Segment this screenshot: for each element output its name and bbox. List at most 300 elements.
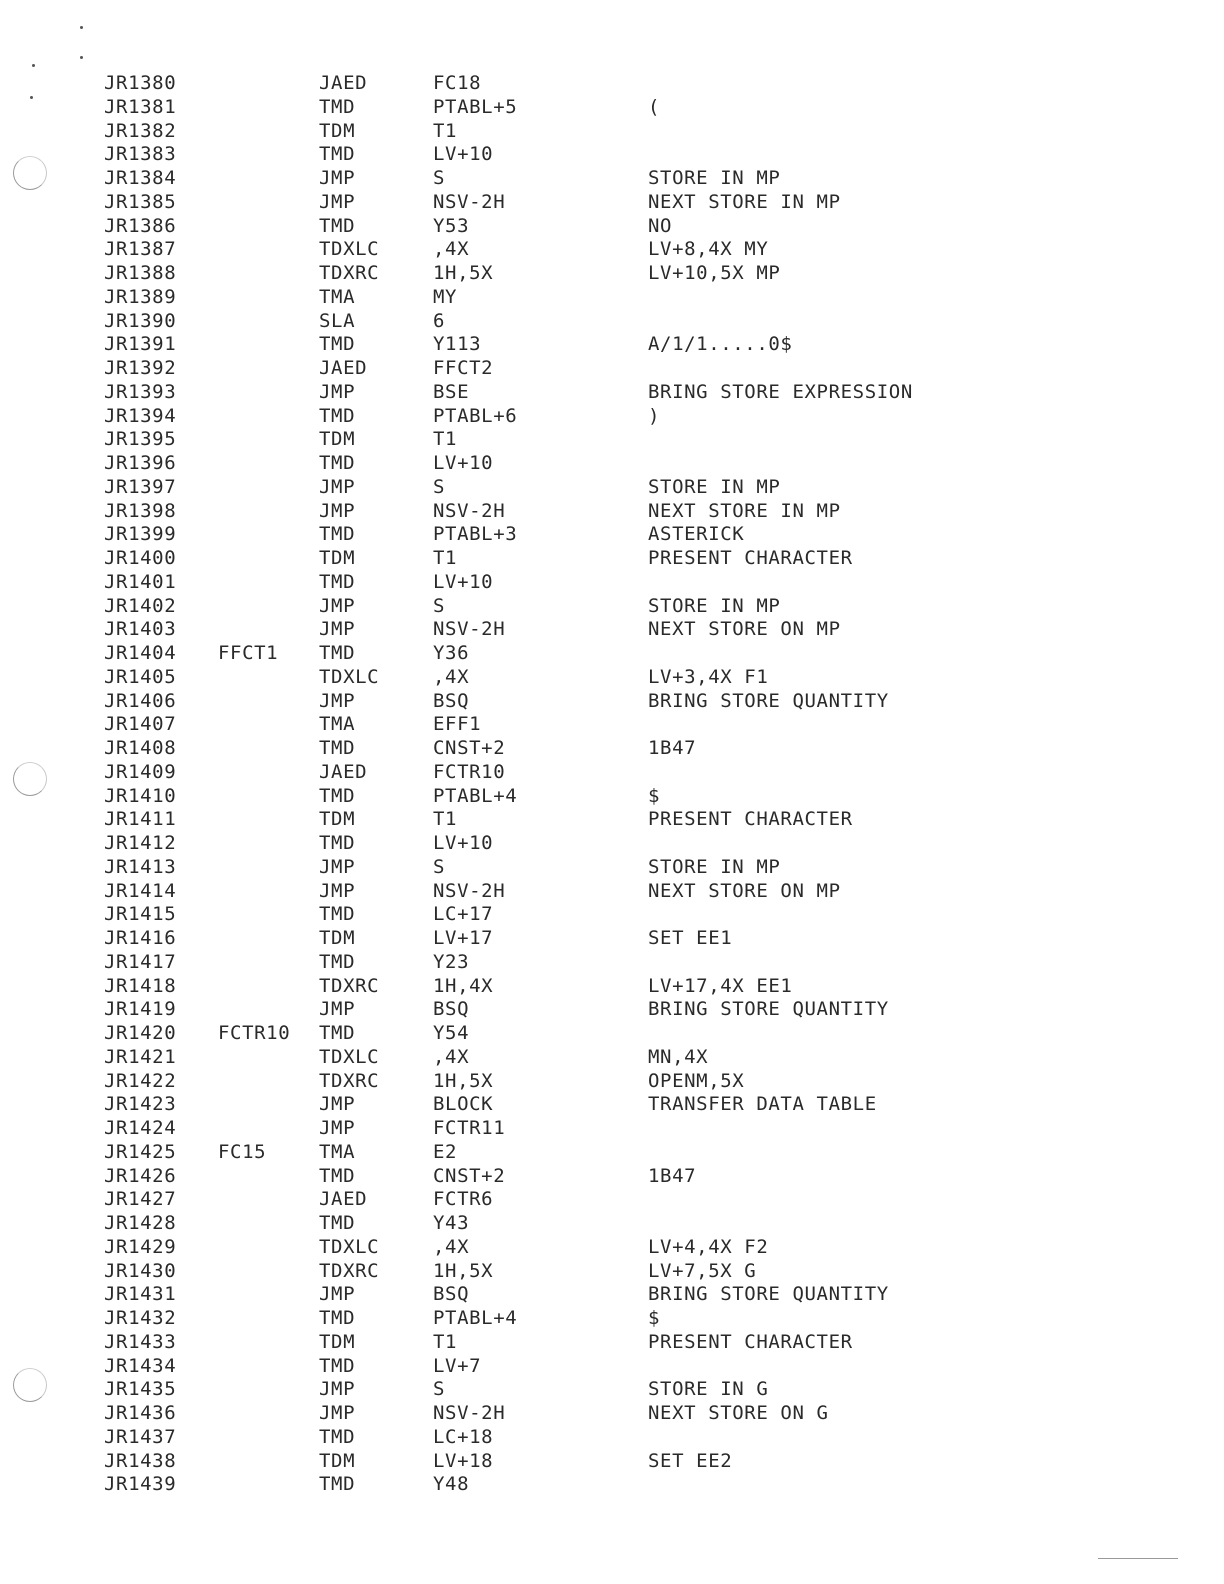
statement-label [218, 1402, 319, 1426]
opcode: TDM [319, 1449, 356, 1472]
sequence-number: JR1386 [104, 214, 177, 237]
listing-row [104, 310, 1184, 334]
bottom-rule [1098, 1558, 1178, 1559]
remark: 1B47 [648, 1164, 697, 1187]
listing-row [104, 1022, 1184, 1046]
statement-label [218, 500, 319, 524]
listing-row [104, 761, 1184, 785]
remark [648, 452, 1068, 476]
statement-label: FC15 [218, 1140, 267, 1163]
statement-label [218, 975, 319, 999]
opcode: TMA [319, 285, 356, 308]
opcode: TMA [319, 713, 356, 736]
remark: BRING STORE QUANTITY [648, 1283, 889, 1306]
opcode: TMD [319, 1212, 356, 1234]
remark: BRING STORE QUANTITY [648, 998, 889, 1021]
statement-label [218, 1165, 319, 1189]
sequence-number: JR1412 [104, 832, 177, 854]
remark [648, 286, 1068, 310]
listing-row [104, 238, 1184, 262]
opcode: SLA [319, 309, 356, 332]
sequence-number: JR1427 [104, 1188, 177, 1211]
operand: LV+10 [433, 143, 494, 166]
operand: ,4X [433, 238, 470, 261]
sequence-number: JR1401 [104, 570, 177, 593]
statement-label [218, 1331, 319, 1355]
listing-row [104, 951, 1184, 975]
remark [648, 1188, 1068, 1212]
statement-label [218, 808, 319, 832]
sequence-number: JR1396 [104, 452, 177, 474]
statement-label [218, 951, 319, 975]
listing-row [104, 1070, 1184, 1094]
opcode: TMA [319, 1140, 356, 1163]
remark [648, 1212, 1068, 1236]
operand: MY [433, 285, 458, 308]
opcode: TDXRC [319, 1259, 380, 1282]
listing-row [104, 642, 1184, 666]
opcode: TMD [319, 570, 356, 593]
operand: PTABL+4 [433, 784, 518, 807]
statement-label [218, 191, 319, 215]
sequence-number: JR1430 [104, 1259, 177, 1282]
remark [648, 951, 1068, 975]
operand: Y53 [433, 214, 470, 237]
remark: NEXT STORE ON G [648, 1402, 829, 1424]
operand: Y43 [433, 1212, 470, 1234]
remark: ( [648, 95, 661, 118]
remark: LV+4,4X F2 [648, 1235, 769, 1258]
listing-row [104, 1236, 1184, 1260]
opcode: TDM [319, 927, 356, 949]
statement-label [218, 286, 319, 310]
remark [648, 571, 1068, 595]
listing-row [104, 72, 1184, 96]
statement-label [218, 310, 319, 334]
remark: BRING STORE QUANTITY [648, 689, 889, 712]
sequence-number: JR1408 [104, 737, 177, 759]
remark: BRING STORE EXPRESSION [648, 380, 913, 403]
remark: ASTERICK [648, 523, 745, 546]
operand: ,4X [433, 1235, 470, 1258]
remark [648, 1117, 1068, 1141]
operand: Y48 [433, 1473, 470, 1496]
sequence-number: JR1439 [104, 1473, 177, 1496]
sequence-number: JR1388 [104, 262, 177, 284]
sequence-number: JR1413 [104, 855, 177, 878]
statement-label [218, 1212, 319, 1236]
opcode: JMP [319, 689, 356, 712]
operand: NSV-2H [433, 618, 506, 641]
listing-row [104, 927, 1184, 951]
statement-label [218, 1450, 319, 1474]
statement-label [218, 1070, 319, 1094]
punch-hole [13, 156, 47, 190]
remark: $ [648, 784, 661, 807]
statement-label [218, 428, 319, 452]
statement-label [218, 333, 319, 357]
opcode: TMD [319, 452, 356, 474]
sequence-number: JR1393 [104, 380, 177, 403]
statement-label [218, 880, 319, 904]
opcode: TMD [319, 1425, 356, 1448]
operand: FCTR6 [433, 1188, 494, 1211]
operand: PTABL+4 [433, 1307, 518, 1329]
listing-row [104, 333, 1184, 357]
statement-label [218, 1426, 319, 1450]
listing-row [104, 903, 1184, 927]
operand: NSV-2H [433, 190, 506, 213]
remark: TRANSFER DATA TABLE [648, 1093, 877, 1116]
statement-label [218, 713, 319, 737]
opcode: TDXLC [319, 1235, 380, 1258]
statement-label [218, 357, 319, 381]
listing-row [104, 785, 1184, 809]
opcode: TDM [319, 428, 356, 451]
statement-label [218, 998, 319, 1022]
statement-label [218, 1260, 319, 1284]
remark: SET EE2 [648, 1449, 733, 1472]
sequence-number: JR1395 [104, 428, 177, 451]
sequence-number: JR1406 [104, 689, 177, 712]
listing-row [104, 1331, 1184, 1355]
listing-row [104, 1117, 1184, 1141]
statement-label [218, 927, 319, 951]
operand: E2 [433, 1140, 458, 1163]
sequence-number: JR1407 [104, 713, 177, 736]
remark: PRESENT CHARACTER [648, 547, 853, 569]
sequence-number: JR1437 [104, 1425, 177, 1448]
statement-label [218, 262, 319, 286]
operand: T1 [433, 1330, 458, 1353]
sequence-number: JR1428 [104, 1212, 177, 1234]
statement-label [218, 595, 319, 619]
operand: LV+10 [433, 452, 494, 474]
remark [648, 1141, 1068, 1165]
remark: LV+3,4X F1 [648, 665, 769, 688]
remark: LV+7,5X G [648, 1259, 757, 1282]
sequence-number: JR1402 [104, 594, 177, 617]
opcode: JMP [319, 1402, 356, 1424]
opcode: TMD [319, 1164, 356, 1187]
operand: LV+17 [433, 927, 494, 949]
opcode: JMP [319, 879, 356, 902]
listing-row [104, 1473, 1184, 1497]
statement-label [218, 523, 319, 547]
sequence-number: JR1435 [104, 1378, 177, 1401]
opcode: TDXLC [319, 665, 380, 688]
operand: LV+10 [433, 570, 494, 593]
listing-row [104, 1450, 1184, 1474]
scan-speck [80, 56, 83, 59]
statement-label [218, 785, 319, 809]
listing-row [104, 428, 1184, 452]
remark [648, 1355, 1068, 1379]
listing-row [104, 1402, 1184, 1426]
assembly-listing [104, 72, 1184, 1497]
operand: S [433, 594, 446, 617]
listing-row [104, 571, 1184, 595]
operand: PTABL+5 [433, 95, 518, 118]
operand: T1 [433, 119, 458, 142]
opcode: JMP [319, 1283, 356, 1306]
listing-row [104, 120, 1184, 144]
punch-hole [13, 762, 47, 796]
operand: FC18 [433, 72, 482, 94]
operand: CNST+2 [433, 1164, 506, 1187]
statement-label [218, 381, 319, 405]
statement-label: FFCT1 [218, 642, 279, 664]
sequence-number: JR1383 [104, 143, 177, 166]
listing-row [104, 713, 1184, 737]
operand: 6 [433, 309, 446, 332]
sequence-number: JR1422 [104, 1069, 177, 1092]
opcode: TMD [319, 832, 356, 854]
listing-row [104, 523, 1184, 547]
scan-speck [32, 64, 35, 67]
listing-row [104, 476, 1184, 500]
remark: A/1/1.....0$ [648, 333, 793, 356]
remark: STORE IN G [648, 1378, 769, 1401]
listing-row [104, 1307, 1184, 1331]
sequence-number: JR1398 [104, 499, 177, 522]
operand: S [433, 855, 446, 878]
operand: S [433, 475, 446, 498]
sequence-number: JR1384 [104, 167, 177, 189]
operand: S [433, 1378, 446, 1401]
listing-row [104, 808, 1184, 832]
operand: ,4X [433, 665, 470, 688]
statement-label [218, 215, 319, 239]
operand: T1 [433, 547, 458, 569]
remark: STORE IN MP [648, 167, 781, 189]
remark [648, 357, 1068, 381]
listing-row [104, 1355, 1184, 1379]
sequence-number: JR1425 [104, 1140, 177, 1163]
sequence-number: JR1429 [104, 1235, 177, 1258]
statement-label [218, 571, 319, 595]
remark: NO [648, 214, 673, 237]
remark: PRESENT CHARACTER [648, 1330, 853, 1353]
operand: 1H,4X [433, 974, 494, 997]
operand: FCTR10 [433, 760, 506, 783]
sequence-number: JR1399 [104, 523, 177, 546]
remark [648, 120, 1068, 144]
listing-row [104, 1378, 1184, 1402]
sequence-number: JR1424 [104, 1117, 177, 1139]
statement-label [218, 1117, 319, 1141]
opcode: JAED [319, 760, 368, 783]
opcode: TMD [319, 143, 356, 166]
listing-row [104, 1093, 1184, 1117]
sequence-number: JR1410 [104, 784, 177, 807]
statement-label [218, 666, 319, 690]
listing-row [104, 357, 1184, 381]
listing-row [104, 381, 1184, 405]
sequence-number: JR1438 [104, 1449, 177, 1472]
operand: FFCT2 [433, 357, 494, 379]
opcode: TMD [319, 404, 356, 427]
listing-row [104, 262, 1184, 286]
remark [648, 642, 1068, 666]
sequence-number: JR1426 [104, 1164, 177, 1187]
sequence-number: JR1414 [104, 879, 177, 902]
listing-row [104, 998, 1184, 1022]
statement-label [218, 737, 319, 761]
remark: MN,4X [648, 1045, 709, 1068]
opcode: TDXLC [319, 1045, 380, 1068]
listing-row [104, 975, 1184, 999]
listing-row [104, 143, 1184, 167]
sequence-number: JR1394 [104, 404, 177, 427]
statement-label [218, 547, 319, 571]
statement-label [218, 405, 319, 429]
remark: LV+17,4X EE1 [648, 974, 793, 997]
operand: 1H,5X [433, 1259, 494, 1282]
operand: BSQ [433, 1283, 470, 1306]
operand: BSQ [433, 689, 470, 712]
operand: PTABL+3 [433, 523, 518, 546]
operand: BSQ [433, 998, 470, 1021]
remark [648, 72, 1068, 96]
listing-row [104, 500, 1184, 524]
operand: LV+18 [433, 1449, 494, 1472]
statement-label [218, 690, 319, 714]
sequence-number: JR1382 [104, 119, 177, 142]
opcode: JMP [319, 499, 356, 522]
listing-row [104, 405, 1184, 429]
remark [648, 832, 1068, 856]
remark: $ [648, 1307, 661, 1329]
opcode: TMD [319, 642, 356, 664]
sequence-number: JR1400 [104, 547, 177, 569]
opcode: TDXRC [319, 262, 380, 284]
opcode: JMP [319, 380, 356, 403]
sequence-number: JR1390 [104, 309, 177, 332]
statement-label [218, 856, 319, 880]
opcode: JMP [319, 1117, 356, 1139]
listing-row [104, 96, 1184, 120]
operand: 1H,5X [433, 262, 494, 284]
listing-row [104, 215, 1184, 239]
listing-row [104, 1141, 1184, 1165]
remark [648, 310, 1068, 334]
opcode: JMP [319, 1378, 356, 1401]
opcode: JAED [319, 72, 368, 94]
operand: T1 [433, 428, 458, 451]
remark [648, 1426, 1068, 1450]
opcode: JMP [319, 475, 356, 498]
operand: NSV-2H [433, 499, 506, 522]
listing-row [104, 547, 1184, 571]
remark: STORE IN MP [648, 594, 781, 617]
sequence-number: JR1432 [104, 1307, 177, 1329]
sequence-number: JR1434 [104, 1354, 177, 1377]
opcode: JMP [319, 998, 356, 1021]
opcode: TMD [319, 214, 356, 237]
sequence-number: JR1433 [104, 1330, 177, 1353]
statement-label [218, 761, 319, 785]
operand: BLOCK [433, 1093, 494, 1116]
statement-label [218, 476, 319, 500]
statement-label [218, 96, 319, 120]
opcode: TDM [319, 119, 356, 142]
operand: 1H,5X [433, 1069, 494, 1092]
remark: STORE IN MP [648, 475, 781, 498]
sequence-number: JR1397 [104, 475, 177, 498]
listing-row [104, 856, 1184, 880]
opcode: TMD [319, 523, 356, 546]
sequence-number: JR1387 [104, 238, 177, 261]
remark: OPENM,5X [648, 1069, 745, 1092]
operand: NSV-2H [433, 879, 506, 902]
opcode: TDXRC [319, 974, 380, 997]
statement-label [218, 618, 319, 642]
remark: ) [648, 404, 661, 427]
opcode: TMD [319, 950, 356, 973]
listing-row [104, 1046, 1184, 1070]
statement-label [218, 238, 319, 262]
punch-hole [13, 1368, 47, 1402]
listing-row [104, 690, 1184, 714]
remark: LV+10,5X MP [648, 262, 781, 284]
operand: ,4X [433, 1045, 470, 1068]
sequence-number: JR1423 [104, 1093, 177, 1116]
statement-label [218, 1046, 319, 1070]
statement-label [218, 452, 319, 476]
statement-label [218, 1188, 319, 1212]
remark [648, 1022, 1068, 1046]
operand: LV+7 [433, 1354, 482, 1377]
sequence-number: JR1431 [104, 1283, 177, 1306]
operand: Y23 [433, 950, 470, 973]
statement-label [218, 903, 319, 927]
listing-row [104, 595, 1184, 619]
opcode: TMD [319, 1354, 356, 1377]
operand: LC+18 [433, 1425, 494, 1448]
operand: T1 [433, 808, 458, 831]
sequence-number: JR1380 [104, 72, 177, 94]
operand: FCTR11 [433, 1117, 506, 1139]
statement-label [218, 1355, 319, 1379]
remark: LV+8,4X MY [648, 238, 769, 261]
listing-row [104, 1260, 1184, 1284]
remark [648, 713, 1068, 737]
statement-label [218, 167, 319, 191]
listing-row [104, 167, 1184, 191]
listing-row [104, 452, 1184, 476]
remark [648, 1473, 1068, 1497]
sequence-number: JR1420 [104, 1022, 177, 1044]
opcode: TDXRC [319, 1069, 380, 1092]
remark [648, 761, 1068, 785]
listing-row [104, 191, 1184, 215]
opcode: JMP [319, 1093, 356, 1116]
sequence-number: JR1404 [104, 642, 177, 664]
listing-row [104, 618, 1184, 642]
listing-row [104, 1426, 1184, 1450]
opcode: TMD [319, 737, 356, 759]
statement-label [218, 72, 319, 96]
sequence-number: JR1405 [104, 665, 177, 688]
operand: Y113 [433, 333, 482, 356]
listing-row [104, 666, 1184, 690]
listing-row [104, 737, 1184, 761]
statement-label [218, 1378, 319, 1402]
remark: SET EE1 [648, 927, 733, 949]
remark: NEXT STORE IN MP [648, 499, 841, 522]
sequence-number: JR1389 [104, 285, 177, 308]
